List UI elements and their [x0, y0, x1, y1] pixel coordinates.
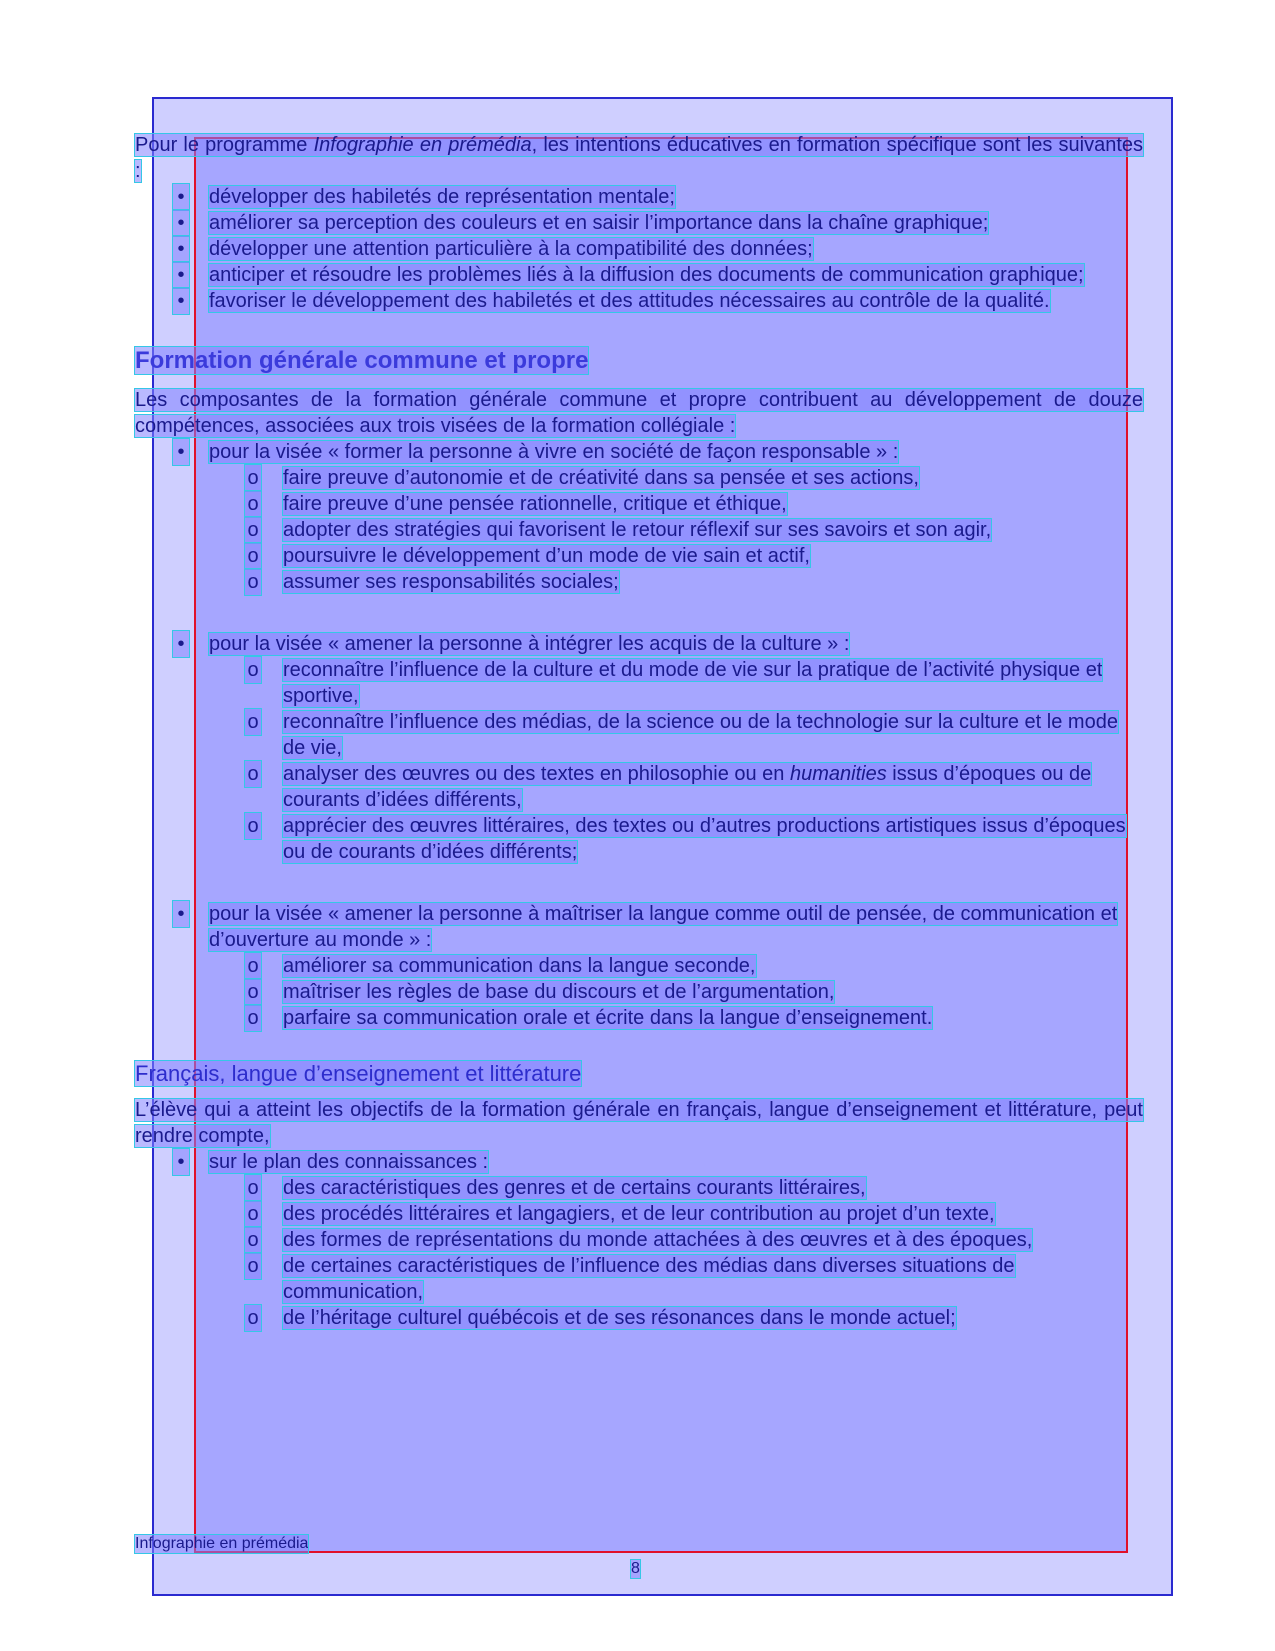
list-item: o faire preuve d’autonomie et de créativité dans sa pensée et ses actions,	[209, 465, 1143, 491]
list-item: • favoriser le développement des habiletés et des attitudes nécessaires au contrôle de la qualité.	[135, 288, 1143, 314]
sub-bullet-icon: o	[245, 953, 261, 979]
section2-intro: L’élève qui a atteint les objectifs de la formation générale en français, langue d’enseignement et littérature, peut rendre compte,	[135, 1099, 1143, 1147]
sub-bullet-icon: o	[245, 1253, 261, 1279]
list-item: • améliorer sa perception des couleurs et en saisir l’importance dans la chaîne graphique;	[135, 210, 1143, 236]
footer-document-title: Infographie en prémédia	[135, 1535, 309, 1552]
sub-bullet-icon: o	[245, 491, 261, 517]
sub-bullet-icon: o	[245, 517, 261, 543]
list-item: o reconnaître l’influence de la culture et du mode de vie sur la pratique de l’activité physique et sportive,	[209, 657, 1143, 709]
list-item: o de l’héritage culturel québécois et de ses résonances dans le monde actuel;	[209, 1305, 1143, 1331]
list-item: o des formes de représentations du monde attachées à des œuvres et à des époques,	[209, 1227, 1143, 1253]
visee1-sublist	[209, 465, 1143, 595]
list-item: o reconnaître l’influence des médias, de la science ou de la technologie sur la culture et le mode de vie,	[209, 709, 1143, 761]
visee3-sublist	[209, 953, 1143, 1031]
sub-bullet-icon: o	[245, 1005, 261, 1031]
sub-bullet-icon: o	[245, 569, 261, 595]
list-item: o faire preuve d’une pensée rationnelle, critique et éthique,	[209, 491, 1143, 517]
list-item: o apprécier des œuvres littéraires, des textes ou d’autres productions artistiques issus d’époques ou de courants d’idées différents;	[209, 813, 1143, 865]
bullet-icon: •	[173, 184, 189, 210]
bullet-icon: •	[173, 236, 189, 262]
section1-intro: Les composantes de la formation générale commune et propre contribuent au développement de douze compétences, associées aux trois visées de la formation collégiale :	[135, 389, 1143, 437]
list-item: o poursuivre le développement d’un mode de vie sain et actif,	[209, 543, 1143, 569]
list-item: • développer une attention particulière à la compatibilité des données;	[135, 236, 1143, 262]
bullet-icon: •	[173, 439, 189, 465]
list-item: o des procédés littéraires et langagiers, et de leur contribution au projet d’un texte,	[209, 1201, 1143, 1227]
connaissances-list	[135, 1149, 1143, 1331]
list-item: o maîtriser les règles de base du discours et de l’argumentation,	[209, 979, 1143, 1005]
bullet-icon: •	[173, 901, 189, 927]
page-content	[135, 132, 1143, 1331]
bullet-icon: •	[173, 1149, 189, 1175]
visee-item-1: • pour la visée « former la personne à vivre en société de façon responsable » : o faire preuve d’autonomie et de créativité dans sa pensée et ses actions, o faire preuve d’une pensée rationnelle, critique et éthique, o adopter des stratégies qui favorisent le retour réflexif sur ses savoirs et son agir, o poursuivre le développement d’un mode de vie sain et actif, o assumer ses responsabilités sociales;	[135, 439, 1143, 595]
sub-bullet-icon: o	[245, 979, 261, 1005]
list-item: • anticiper et résoudre les problèmes liés à la diffusion des documents de communication graphique;	[135, 262, 1143, 288]
visees-list	[135, 439, 1143, 1031]
section-heading-formation-generale: Formation générale commune et propre	[135, 347, 589, 374]
sub-bullet-icon: o	[245, 813, 261, 839]
sub-bullet-icon: o	[245, 1175, 261, 1201]
list-item: o des caractéristiques des genres et de certains courants littéraires,	[209, 1175, 1143, 1201]
bullet-icon: •	[173, 631, 189, 657]
bullet-icon: •	[173, 210, 189, 236]
sub-bullet-icon: o	[245, 543, 261, 569]
list-item: o améliorer sa communication dans la langue seconde,	[209, 953, 1143, 979]
visee2-sublist	[209, 657, 1143, 865]
sub-bullet-icon: o	[245, 1227, 261, 1253]
section-heading-francais: Français, langue d’enseignement et littérature	[135, 1061, 582, 1086]
list-item: o parfaire sa communication orale et écrite dans la langue d’enseignement.	[209, 1005, 1143, 1031]
bullet-icon: •	[173, 288, 189, 314]
intentions-list	[135, 184, 1143, 314]
program-name: Infographie en prémédia	[313, 134, 532, 156]
connaissances-sublist	[209, 1175, 1143, 1331]
sub-bullet-icon: o	[245, 709, 261, 735]
list-item: • développer des habiletés de représentation mentale;	[135, 184, 1143, 210]
list-item: o assumer ses responsabilités sociales;	[209, 569, 1143, 595]
visee-item-2: • pour la visée « amener la personne à intégrer les acquis de la culture » : o reconnaître l’influence de la culture et du mode de vie sur la pratique de l’activité physique et sportive, o reconnaître l’influence des médias, de la science ou de la technologie sur la culture et le mode de vie, o analyser des œuvres ou des textes en philosophie ou en humanities issus d’époques ou de courants d’idées différents, o apprécier des œuvres littéraires, des textes ou d’autres productions artistiques issus d’époques ou de courants d’idées différents;	[135, 631, 1143, 865]
sub-bullet-icon: o	[245, 657, 261, 683]
intro-paragraph: Pour le programme Infographie en prémédia, les intentions éducatives en formation spécifique sont les suivantes :	[135, 134, 1143, 182]
visee-item-3: • pour la visée « amener la personne à maîtriser la langue comme outil de pensée, de communication et d’ouverture au monde » : o améliorer sa communication dans la langue seconde, o maîtriser les règles de base du discours et de l’argumentation, o parfaire sa communication orale et écrite dans la langue d’enseignement.	[135, 901, 1143, 1031]
plan-item: • sur le plan des connaissances : o des caractéristiques des genres et de certains courants littéraires, o des procédés littéraires et langagiers, et de leur contribution au projet d’un texte, o des formes de représentations du monde attachées à des œuvres et à des époques, o de certaines caractéristiques de l’influence des médias dans diverses situations de communication, o de l’héritage culturel québécois et de ses résonances dans le monde actuel;	[135, 1149, 1143, 1331]
sub-bullet-icon: o	[245, 761, 261, 787]
sub-bullet-icon: o	[245, 1201, 261, 1227]
bullet-icon: •	[173, 262, 189, 288]
sub-bullet-icon: o	[245, 465, 261, 491]
list-item: o adopter des stratégies qui favorisent le retour réflexif sur ses savoirs et son agir,	[209, 517, 1143, 543]
page-number: 8	[631, 1560, 640, 1577]
list-item: o de certaines caractéristiques de l’influence des médias dans diverses situations de communication,	[209, 1253, 1143, 1305]
sub-bullet-icon: o	[245, 1305, 261, 1331]
list-item: o analyser des œuvres ou des textes en philosophie ou en humanities issus d’époques ou de courants d’idées différents,	[209, 761, 1143, 813]
